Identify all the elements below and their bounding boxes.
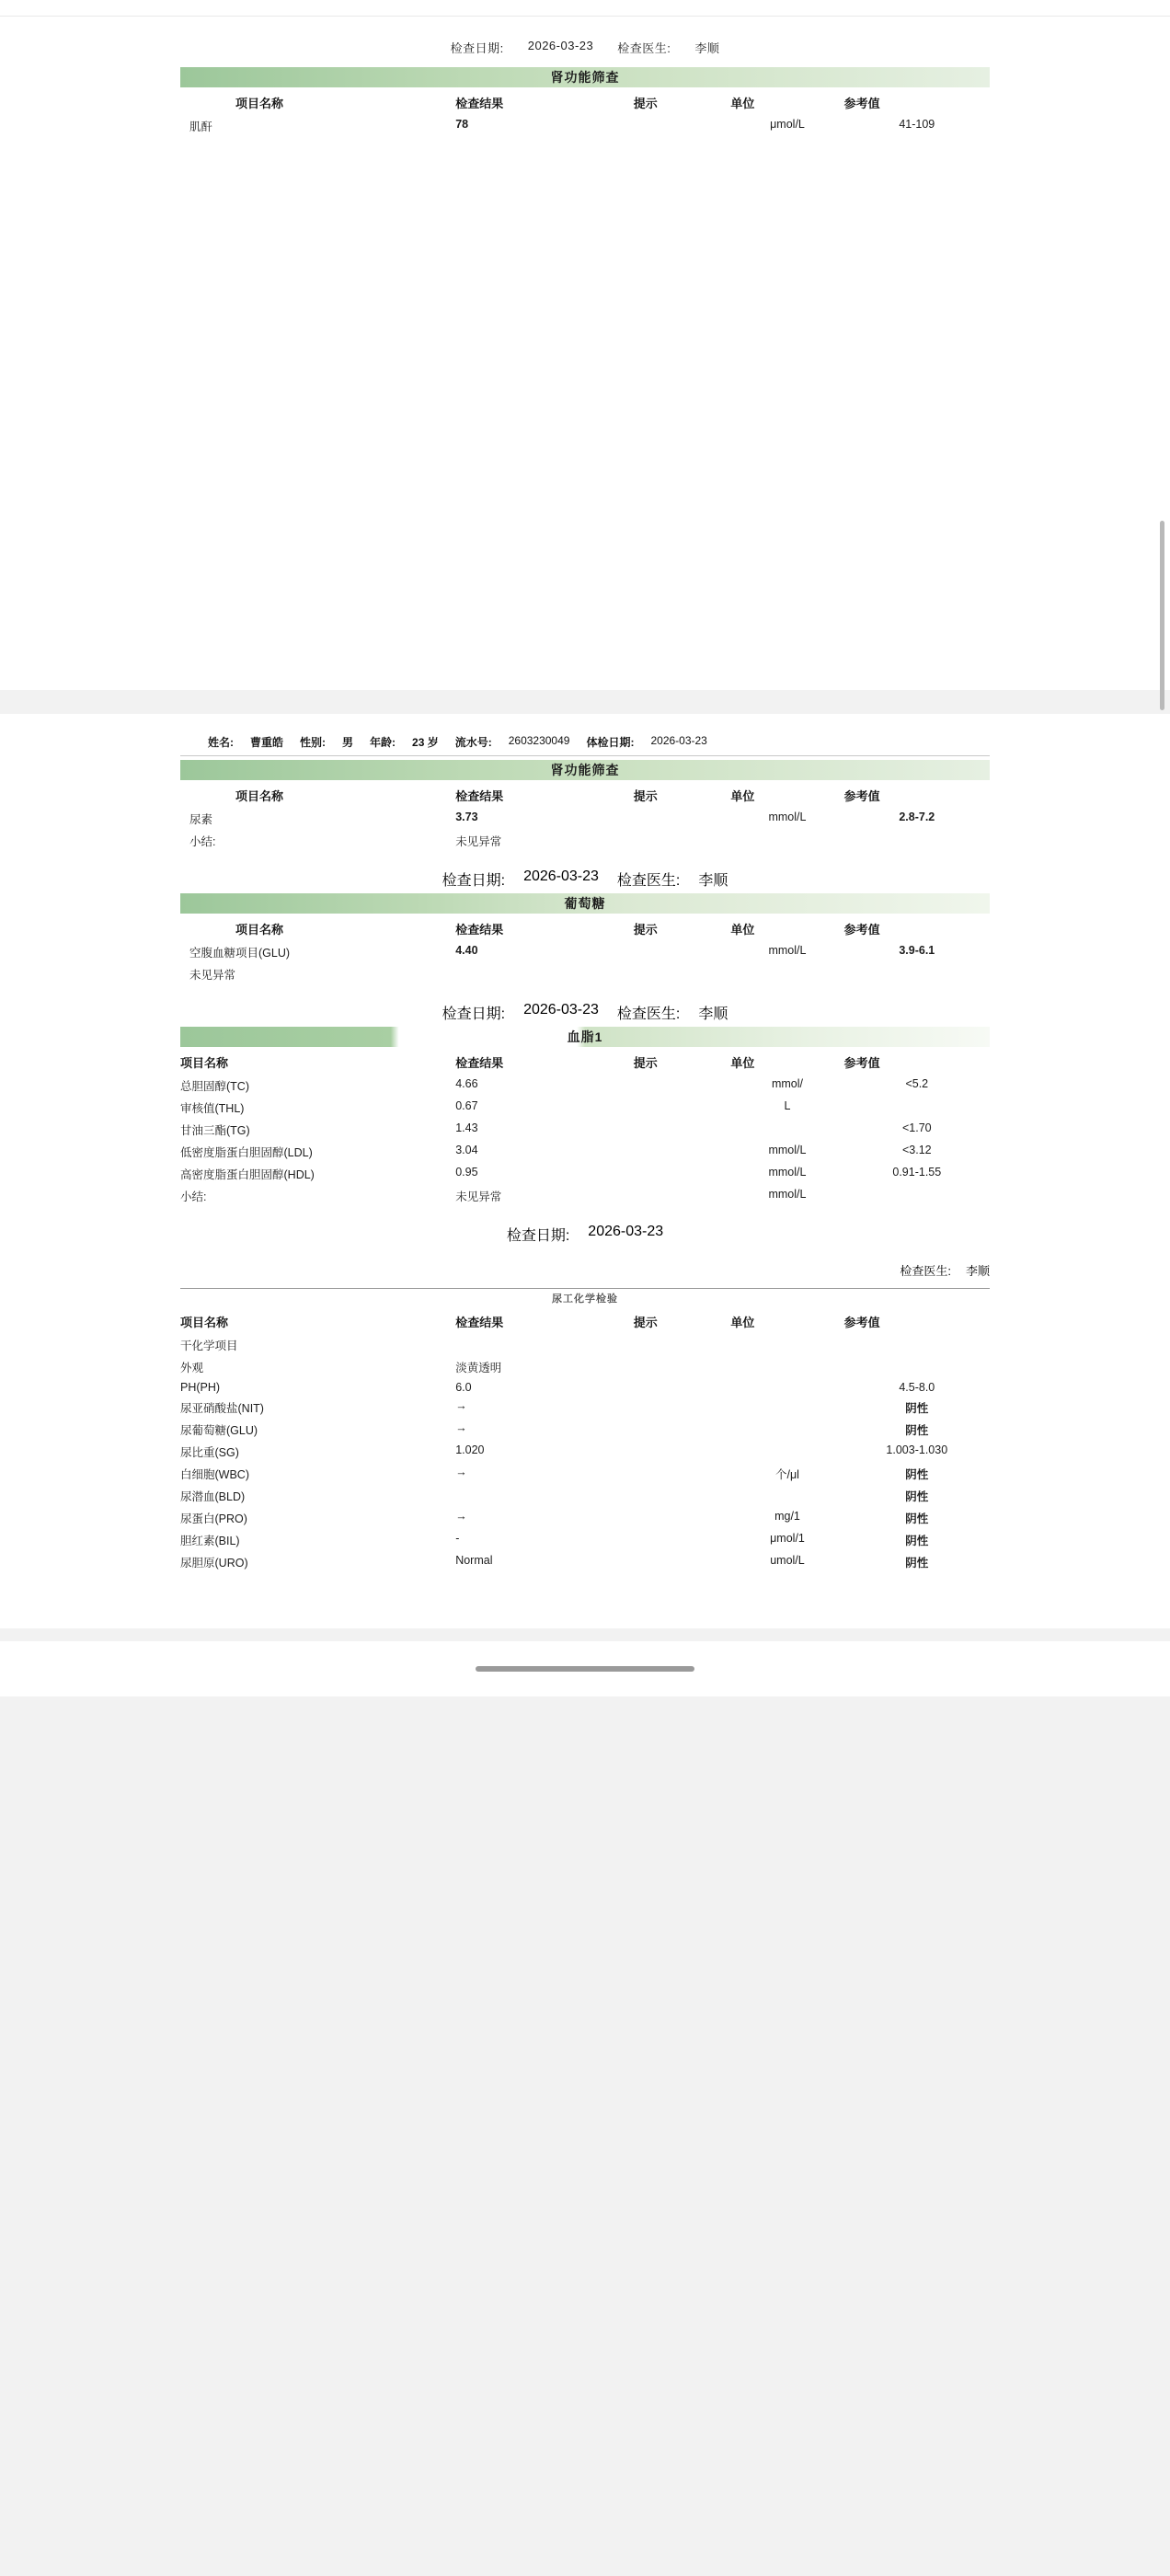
col-header-name: 项目名称 [235, 789, 284, 803]
table-header-row [180, 780, 990, 808]
cell-item-name: 胆红素(BIL) [180, 1535, 240, 1547]
cell-flag [634, 1141, 731, 1163]
table-row-summary [180, 963, 990, 985]
cell-ref: 阴性 [905, 1490, 929, 1503]
cell-ref: 阴性 [905, 1535, 929, 1547]
exam-doctor-label: 检查医生: [617, 41, 671, 55]
cell-flag [634, 1507, 731, 1529]
cell-item-name: 肌酐 [189, 121, 213, 133]
table-row [180, 1097, 990, 1119]
exam-doctor-value: 李顺 [698, 873, 728, 889]
cell-result: 淡黄透明 [455, 1362, 502, 1374]
cell-result: 1.43 [455, 1121, 478, 1134]
report-sheet-bottom [0, 714, 1170, 1628]
exam-doctor-value: 李顺 [694, 41, 720, 55]
cell-result: → [455, 1399, 467, 1412]
cell-unit [730, 1378, 843, 1397]
summary-label: 小结: [189, 835, 216, 848]
cell-unit: μmol/1 [770, 1532, 805, 1545]
cell-unit-extra: mmol/L [768, 1188, 807, 1201]
patient-name-label: 姓名: [208, 736, 234, 749]
section-title: 肾功能筛查 [550, 763, 620, 777]
cell-flag [634, 941, 731, 963]
col-header-unit: 单位 [730, 923, 755, 937]
col-header-ref: 参考值 [843, 1056, 880, 1070]
col-header-ref: 参考值 [843, 923, 880, 937]
table-row [180, 1119, 990, 1141]
cell-result: Normal [455, 1554, 493, 1567]
cell-unit [730, 1485, 843, 1507]
cell-flag [634, 1529, 731, 1551]
cell-item-name: 外观 [180, 1362, 204, 1374]
col-header-unit: 单位 [730, 1316, 755, 1329]
exam-doctor-label: 检查医生: [616, 873, 681, 889]
table-row [180, 1419, 990, 1441]
col-header-name: 项目名称 [180, 1316, 229, 1329]
cell-result: → [455, 1421, 467, 1434]
cell-unit: mmol/L [768, 1166, 807, 1179]
cell-unit: L [784, 1099, 791, 1112]
cell-ref: <5.2 [905, 1077, 929, 1090]
vertical-scrollbar[interactable] [1160, 521, 1164, 710]
exam-meta-top [180, 39, 990, 56]
table-row [180, 1075, 990, 1097]
col-header-ref: 参考值 [843, 1316, 880, 1329]
col-header-name: 项目名称 [235, 923, 284, 937]
table-row [180, 1356, 990, 1378]
cell-item-name: 尿胆原(URO) [180, 1557, 248, 1570]
result-table-urine [180, 1306, 990, 1573]
section-header-urine [180, 1288, 990, 1306]
table-row [180, 1378, 990, 1397]
cell-unit [730, 1441, 843, 1463]
patient-exam-date-value: 2026-03-23 [650, 734, 707, 747]
exam-date-value: 2026-03-23 [523, 868, 599, 884]
section-title: 尿工化学检验 [552, 1293, 618, 1305]
table-row [180, 1397, 990, 1419]
table-row-summary [180, 1185, 990, 1207]
cell-empty [634, 1185, 731, 1207]
exam-meta-lipids-date [180, 1224, 990, 1245]
exam-meta-kidney [180, 868, 990, 890]
cell-ref: 1.003-1.030 [886, 1443, 948, 1456]
col-header-result: 检查结果 [455, 1316, 504, 1329]
cell-empty [844, 830, 990, 852]
home-indicator-area [0, 1641, 1170, 1696]
cell-flag [634, 115, 731, 137]
cell-ref: 阴性 [905, 1424, 929, 1437]
cell-empty [844, 1185, 990, 1207]
cell-result: 3.04 [455, 1144, 478, 1156]
cell-result: → [455, 1510, 467, 1523]
table-row [180, 808, 990, 830]
cell-flag [634, 1163, 731, 1185]
col-header-result: 检查结果 [455, 923, 504, 937]
exam-doctor-value: 李顺 [698, 1006, 728, 1022]
cell-flag [634, 1463, 731, 1485]
table-header-row [180, 1047, 990, 1075]
cell-result: 6.0 [455, 1381, 472, 1394]
cell-result: 4.40 [455, 944, 478, 957]
col-header-ref: 参考值 [843, 789, 880, 803]
exam-date-value: 2026-03-23 [523, 1002, 599, 1018]
cell-unit [730, 1356, 843, 1378]
top-status-sliver [0, 0, 1170, 17]
col-header-name: 项目名称 [235, 97, 284, 110]
section-title: 肾功能筛查 [550, 70, 620, 85]
exam-doctor-value: 李顺 [965, 1264, 990, 1278]
cell-flag [634, 1551, 731, 1573]
section-header-lipids [180, 1027, 990, 1047]
col-header-name: 项目名称 [180, 1056, 229, 1070]
cell-item-name: 高密度脂蛋白胆固醇(HDL) [180, 1168, 315, 1181]
exam-date-label: 检查日期: [442, 1006, 506, 1022]
patient-age-value: 23 岁 [412, 736, 439, 749]
cell-unit: mg/1 [774, 1510, 800, 1523]
table-row [180, 1551, 990, 1573]
cell-flag [634, 1075, 731, 1097]
exam-date-label: 检查日期: [442, 873, 506, 889]
table-header-row [180, 914, 990, 941]
cell-unit: umol/L [770, 1554, 805, 1567]
col-header-result: 检查结果 [455, 789, 504, 803]
col-header-flag: 提示 [633, 1056, 658, 1070]
cell-unit: mmol/L [768, 1144, 807, 1156]
exam-date-value: 2026-03-23 [527, 39, 594, 52]
cell-ref: <3.12 [901, 1144, 932, 1156]
cell-flag [634, 1485, 731, 1507]
cell-flag [634, 1441, 731, 1463]
cell-item-name: 低密度脂蛋白胆固醇(LDL) [180, 1146, 313, 1159]
exam-date-label: 检查日期: [506, 1228, 570, 1244]
exam-date-label: 检查日期: [450, 41, 504, 55]
col-header-result: 检查结果 [455, 1056, 504, 1070]
bottom-separator [0, 1628, 1170, 1641]
cell-empty [730, 830, 843, 852]
cell-item-name: 尿潜血(BLD) [180, 1490, 246, 1503]
cell-ref: 2.8-7.2 [899, 811, 935, 823]
section-header-kidney-top [180, 67, 990, 87]
cell-item-name: 尿葡萄糖(GLU) [180, 1424, 258, 1437]
cell-item-name: PH(PH) [180, 1381, 221, 1394]
cell-result: - [455, 1532, 460, 1545]
cell-unit: mmol/ [771, 1077, 803, 1090]
table-row [180, 1529, 990, 1551]
patient-flow-value: 2603230049 [508, 734, 570, 747]
cell-item-name: 白细胞(WBC) [180, 1468, 249, 1481]
col-header-unit: 单位 [730, 1056, 755, 1070]
cell-ref [844, 1334, 990, 1356]
cell-ref: 3.9-6.1 [899, 944, 935, 957]
cell-flag [634, 1334, 731, 1356]
cell-unit [730, 1334, 843, 1356]
table-row [180, 115, 990, 137]
cell-item-name: 尿蛋白(PRO) [180, 1512, 247, 1525]
cell-flag [634, 1378, 731, 1397]
cell-result: 3.73 [455, 811, 478, 823]
table-row [180, 1334, 990, 1356]
cell-result [455, 1334, 634, 1356]
summary-label: 小结: [180, 1190, 207, 1203]
summary-value: 未见异常 [189, 969, 236, 982]
table-row [180, 1507, 990, 1529]
cell-empty [455, 963, 634, 985]
cell-item-name: 总胆固醇(TC) [180, 1080, 249, 1093]
cell-result: 1.020 [455, 1443, 485, 1456]
cell-flag [634, 1119, 731, 1141]
col-header-flag: 提示 [633, 923, 658, 937]
cell-flag [634, 1397, 731, 1419]
cell-unit [730, 1397, 843, 1419]
exam-doctor-label: 检查医生: [616, 1006, 681, 1022]
col-header-unit: 单位 [730, 97, 755, 110]
result-table-glucose [180, 914, 990, 985]
exam-meta-lipids-doctor [180, 1261, 990, 1279]
cell-result: 78 [455, 118, 469, 131]
table-row [180, 1463, 990, 1485]
col-header-flag: 提示 [633, 1316, 658, 1329]
exam-date-value: 2026-03-23 [588, 1224, 664, 1239]
cell-empty [844, 963, 990, 985]
table-row [180, 1441, 990, 1463]
col-header-flag: 提示 [633, 97, 658, 110]
cell-ref: 阴性 [905, 1402, 929, 1415]
cell-ref: 阴性 [905, 1468, 929, 1481]
cell-item-name: 空腹血糖项目(GLU) [189, 947, 291, 960]
cell-flag [634, 1356, 731, 1378]
cell-empty [730, 963, 843, 985]
exam-doctor-label: 检查医生: [900, 1264, 951, 1278]
cell-item-name: 尿亚硝酸盐(NIT) [180, 1402, 264, 1415]
col-header-result: 检查结果 [455, 97, 504, 110]
col-header-unit: 单位 [730, 789, 755, 803]
cell-item-name: 尿比重(SG) [180, 1446, 239, 1459]
section-header-kidney [180, 760, 990, 780]
table-row [180, 941, 990, 963]
cell-ref: 41-109 [899, 118, 935, 131]
result-table-kidney [180, 780, 990, 852]
patient-age-label: 年龄: [370, 736, 396, 749]
section-title: 血脂1 [567, 1029, 603, 1044]
result-table-lipids [180, 1047, 990, 1207]
cell-flag [634, 1097, 731, 1119]
cell-result: 0.95 [455, 1166, 478, 1179]
patient-name-value: 曹重皓 [250, 736, 284, 749]
cell-flag [634, 1419, 731, 1441]
cell-result: 0.67 [455, 1099, 478, 1112]
col-header-flag: 提示 [633, 789, 658, 803]
report-sheet-top [0, 17, 1170, 690]
cell-unit: mmol/L [768, 811, 807, 823]
patient-exam-date-label: 体检日期: [586, 736, 635, 749]
cell-ref [844, 1356, 990, 1378]
cell-flag [634, 808, 731, 830]
cell-unit [730, 1119, 843, 1141]
table-header-row [180, 1306, 990, 1334]
cell-empty [634, 830, 731, 852]
cell-ref: <1.70 [901, 1121, 932, 1134]
cell-unit: μmol/L [770, 118, 805, 131]
table-row-summary [180, 830, 990, 852]
section-header-glucose [180, 893, 990, 914]
cell-result: 4.66 [455, 1077, 478, 1090]
patient-sex-label: 性别: [300, 736, 327, 749]
cell-ref [844, 1097, 990, 1119]
cell-empty [634, 963, 731, 985]
patient-sex-value: 男 [342, 736, 354, 749]
patient-flow-label: 流水号: [454, 736, 492, 749]
col-header-ref: 参考值 [843, 97, 880, 110]
cell-item-name: 尿素 [189, 813, 213, 826]
cell-unit: mmol/L [768, 944, 807, 957]
cell-item-name: 干化学项目 [180, 1340, 238, 1352]
patient-info-row [180, 732, 990, 756]
cell-ref: 阴性 [905, 1512, 929, 1525]
section-title: 葡萄糖 [564, 896, 606, 911]
cell-ref: 0.91-1.55 [892, 1166, 942, 1179]
result-table-kidney-top [180, 87, 990, 137]
table-row [180, 1485, 990, 1507]
table-row [180, 1163, 990, 1185]
cell-item-name: 审核值(THL) [180, 1102, 245, 1115]
cell-unit: 个/μl [775, 1468, 799, 1481]
summary-value: 未见异常 [455, 1190, 502, 1203]
summary-value: 未见异常 [455, 835, 502, 848]
home-indicator[interactable] [476, 1666, 694, 1672]
table-header-row [180, 87, 990, 115]
exam-meta-glucose [180, 1002, 990, 1023]
cell-ref: 阴性 [905, 1557, 929, 1570]
cell-result [455, 1485, 634, 1507]
cell-ref: 4.5-8.0 [899, 1381, 935, 1394]
table-row [180, 1141, 990, 1163]
cell-result: → [455, 1466, 467, 1478]
cell-item-name: 甘油三酯(TG) [180, 1124, 250, 1137]
cell-unit [730, 1419, 843, 1441]
sheet-divider [0, 690, 1170, 714]
